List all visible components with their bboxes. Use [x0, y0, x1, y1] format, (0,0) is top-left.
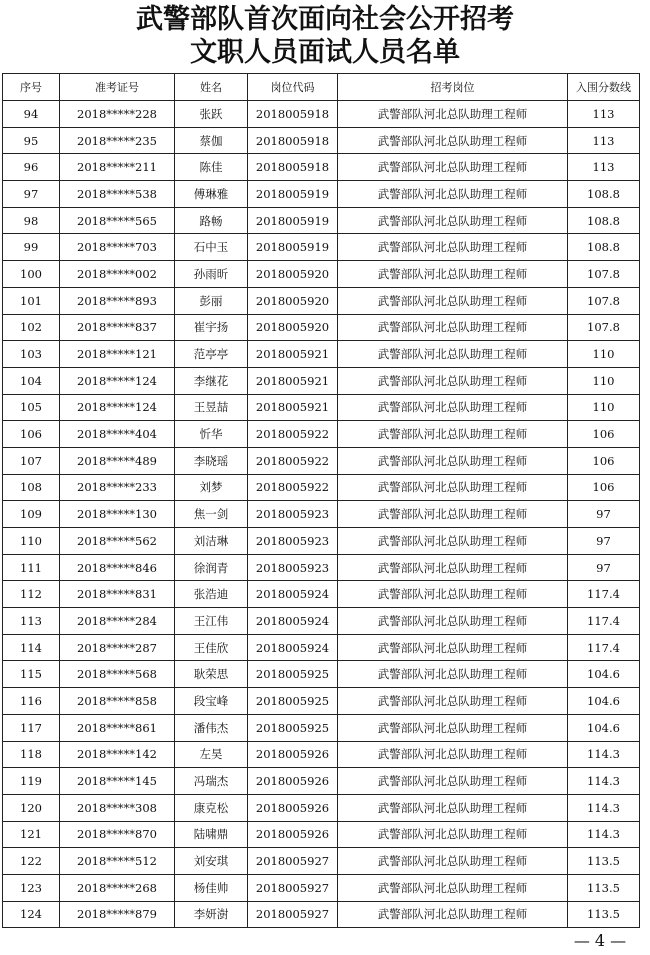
cell-exam-id: 2018*****130: [60, 501, 175, 528]
cell-seq: 95: [3, 127, 60, 154]
cell-seq: 113: [3, 608, 60, 635]
cell-name: 傅琳雅: [175, 181, 248, 208]
cell-seq: 103: [3, 341, 60, 368]
cell-cutoff: 113: [568, 101, 640, 128]
cell-post-code: 2018005923: [248, 554, 338, 581]
cell-post: 武警部队河北总队助理工程师: [338, 608, 568, 635]
cell-exam-id: 2018*****404: [60, 421, 175, 448]
cell-post-code: 2018005926: [248, 768, 338, 795]
cell-seq: 104: [3, 367, 60, 394]
cell-cutoff: 106: [568, 447, 640, 474]
cell-name: 刘梦: [175, 474, 248, 501]
cell-name: 李继花: [175, 367, 248, 394]
cell-post: 武警部队河北总队助理工程师: [338, 848, 568, 875]
cell-seq: 97: [3, 181, 60, 208]
cell-name: 李晓瑶: [175, 447, 248, 474]
cell-post-code: 2018005920: [248, 261, 338, 288]
cell-cutoff: 97: [568, 554, 640, 581]
cell-post: 武警部队河北总队助理工程师: [338, 528, 568, 555]
cell-cutoff: 117.4: [568, 581, 640, 608]
cell-name: 忻华: [175, 421, 248, 448]
cell-post-code: 2018005927: [248, 901, 338, 928]
cell-post: 武警部队河北总队助理工程师: [338, 314, 568, 341]
cell-post: 武警部队河北总队助理工程师: [338, 901, 568, 928]
cell-post: 武警部队河北总队助理工程师: [338, 714, 568, 741]
cell-post: 武警部队河北总队助理工程师: [338, 101, 568, 128]
cell-name: 冯瑞杰: [175, 768, 248, 795]
cell-seq: 120: [3, 794, 60, 821]
cell-seq: 101: [3, 287, 60, 314]
cell-cutoff: 106: [568, 474, 640, 501]
cell-name: 陈佳: [175, 154, 248, 181]
cell-post-code: 2018005926: [248, 741, 338, 768]
cell-post-code: 2018005927: [248, 874, 338, 901]
cell-seq: 117: [3, 714, 60, 741]
cell-exam-id: 2018*****861: [60, 714, 175, 741]
table-row: [3, 848, 640, 875]
cell-seq: 114: [3, 634, 60, 661]
table-row: [3, 901, 640, 928]
cell-cutoff: 117.4: [568, 634, 640, 661]
table-row: [3, 501, 640, 528]
cell-name: 焦一剑: [175, 501, 248, 528]
cell-name: 范亭亭: [175, 341, 248, 368]
cell-name: 张跃: [175, 101, 248, 128]
table-row: [3, 554, 640, 581]
table-row: [3, 688, 640, 715]
table-row: [3, 661, 640, 688]
cell-name: 左昊: [175, 741, 248, 768]
cell-exam-id: 2018*****268: [60, 874, 175, 901]
cell-seq: 107: [3, 447, 60, 474]
cell-seq: 105: [3, 394, 60, 421]
table-row: [3, 261, 640, 288]
cell-exam-id: 2018*****893: [60, 287, 175, 314]
cell-post: 武警部队河北总队助理工程师: [338, 421, 568, 448]
table-row: [3, 714, 640, 741]
cell-name: 耿荣思: [175, 661, 248, 688]
cell-exam-id: 2018*****870: [60, 821, 175, 848]
title-line-1: 武警部队首次面向社会公开招考: [136, 4, 514, 35]
table-row: [3, 768, 640, 795]
cell-cutoff: 113.5: [568, 874, 640, 901]
cell-cutoff: 107.8: [568, 314, 640, 341]
header-name: 姓名: [175, 74, 248, 101]
cell-post-code: 2018005921: [248, 367, 338, 394]
cell-exam-id: 2018*****002: [60, 261, 175, 288]
cell-post-code: 2018005926: [248, 794, 338, 821]
cell-seq: 100: [3, 261, 60, 288]
header-seq: 序号: [3, 74, 60, 101]
table-row: [3, 127, 640, 154]
cell-seq: 115: [3, 661, 60, 688]
cell-name: 张浩迪: [175, 581, 248, 608]
cell-cutoff: 97: [568, 528, 640, 555]
cell-exam-id: 2018*****228: [60, 101, 175, 128]
cell-post: 武警部队河北总队助理工程师: [338, 367, 568, 394]
cell-post: 武警部队河北总队助理工程师: [338, 581, 568, 608]
cell-post-code: 2018005925: [248, 714, 338, 741]
table-row: [3, 207, 640, 234]
cell-post: 武警部队河北总队助理工程师: [338, 688, 568, 715]
cell-cutoff: 97: [568, 501, 640, 528]
cell-post-code: 2018005927: [248, 848, 338, 875]
cell-post: 武警部队河北总队助理工程师: [338, 661, 568, 688]
cell-post: 武警部队河北总队助理工程师: [338, 234, 568, 261]
cell-post-code: 2018005918: [248, 127, 338, 154]
cell-post-code: 2018005918: [248, 154, 338, 181]
cell-cutoff: 114.3: [568, 821, 640, 848]
cell-seq: 119: [3, 768, 60, 795]
cell-exam-id: 2018*****121: [60, 341, 175, 368]
cell-seq: 118: [3, 741, 60, 768]
table-row: [3, 341, 640, 368]
cell-post-code: 2018005922: [248, 421, 338, 448]
table-row: [3, 581, 640, 608]
cell-name: 崔宇扬: [175, 314, 248, 341]
table-row: [3, 634, 640, 661]
cell-exam-id: 2018*****565: [60, 207, 175, 234]
table-row: [3, 608, 640, 635]
cell-name: 陆啸鼎: [175, 821, 248, 848]
cell-post: 武警部队河北总队助理工程师: [338, 287, 568, 314]
cell-post: 武警部队河北总队助理工程师: [338, 874, 568, 901]
table-row: [3, 821, 640, 848]
cell-seq: 98: [3, 207, 60, 234]
cell-exam-id: 2018*****703: [60, 234, 175, 261]
table-body: [3, 101, 640, 928]
cell-post: 武警部队河北总队助理工程师: [338, 474, 568, 501]
cell-post-code: 2018005923: [248, 528, 338, 555]
cell-exam-id: 2018*****831: [60, 581, 175, 608]
cell-post-code: 2018005925: [248, 661, 338, 688]
cell-cutoff: 104.6: [568, 661, 640, 688]
cell-post-code: 2018005923: [248, 501, 338, 528]
cell-name: 路畅: [175, 207, 248, 234]
cell-seq: 108: [3, 474, 60, 501]
cell-post: 武警部队河北总队助理工程师: [338, 181, 568, 208]
cell-exam-id: 2018*****837: [60, 314, 175, 341]
cell-post: 武警部队河北总队助理工程师: [338, 741, 568, 768]
header-post: 招考岗位: [338, 74, 568, 101]
cell-exam-id: 2018*****145: [60, 768, 175, 795]
cell-exam-id: 2018*****233: [60, 474, 175, 501]
cell-seq: 102: [3, 314, 60, 341]
table-row: [3, 154, 640, 181]
cell-seq: 116: [3, 688, 60, 715]
table-row: [3, 367, 640, 394]
cell-cutoff: 113: [568, 127, 640, 154]
table-row: [3, 794, 640, 821]
cell-seq: 109: [3, 501, 60, 528]
cell-seq: 112: [3, 581, 60, 608]
cell-post: 武警部队河北总队助理工程师: [338, 794, 568, 821]
cell-exam-id: 2018*****235: [60, 127, 175, 154]
cell-post: 武警部队河北总队助理工程师: [338, 501, 568, 528]
cell-post: 武警部队河北总队助理工程师: [338, 821, 568, 848]
cell-exam-id: 2018*****846: [60, 554, 175, 581]
cell-seq: 96: [3, 154, 60, 181]
cell-post-code: 2018005924: [248, 581, 338, 608]
cell-seq: 110: [3, 528, 60, 555]
cell-post: 武警部队河北总队助理工程师: [338, 261, 568, 288]
cell-exam-id: 2018*****568: [60, 661, 175, 688]
cell-cutoff: 114.3: [568, 794, 640, 821]
cell-name: 王昱喆: [175, 394, 248, 421]
cell-exam-id: 2018*****287: [60, 634, 175, 661]
cell-post-code: 2018005919: [248, 207, 338, 234]
cell-cutoff: 104.6: [568, 688, 640, 715]
cell-post-code: 2018005920: [248, 314, 338, 341]
cell-exam-id: 2018*****489: [60, 447, 175, 474]
cell-cutoff: 113.5: [568, 848, 640, 875]
cell-exam-id: 2018*****512: [60, 848, 175, 875]
cell-exam-id: 2018*****562: [60, 528, 175, 555]
cell-post-code: 2018005921: [248, 341, 338, 368]
cell-exam-id: 2018*****538: [60, 181, 175, 208]
cell-cutoff: 107.8: [568, 261, 640, 288]
cell-seq: 111: [3, 554, 60, 581]
table-row: [3, 181, 640, 208]
cell-post-code: 2018005921: [248, 394, 338, 421]
cell-seq: 94: [3, 101, 60, 128]
cell-seq: 122: [3, 848, 60, 875]
cell-cutoff: 108.8: [568, 181, 640, 208]
cell-post: 武警部队河北总队助理工程师: [338, 447, 568, 474]
cell-seq: 99: [3, 234, 60, 261]
cell-post-code: 2018005926: [248, 821, 338, 848]
cell-name: 刘洁琳: [175, 528, 248, 555]
cell-seq: 123: [3, 874, 60, 901]
header-exam-id: 准考证号: [60, 74, 175, 101]
cell-post-code: 2018005924: [248, 608, 338, 635]
cell-post-code: 2018005924: [248, 634, 338, 661]
cell-cutoff: 117.4: [568, 608, 640, 635]
table-row: [3, 421, 640, 448]
table-row: [3, 314, 640, 341]
cell-cutoff: 114.3: [568, 768, 640, 795]
cell-post: 武警部队河北总队助理工程师: [338, 394, 568, 421]
table-header-row: [3, 74, 640, 101]
cell-name: 徐润青: [175, 554, 248, 581]
cell-post-code: 2018005919: [248, 181, 338, 208]
cell-seq: 121: [3, 821, 60, 848]
cell-post: 武警部队河北总队助理工程师: [338, 127, 568, 154]
page-number: — 4 —: [573, 931, 627, 950]
table-row: [3, 874, 640, 901]
title-line-2: 文职人员面试人员名单: [190, 37, 460, 68]
cell-cutoff: 110: [568, 367, 640, 394]
cell-post: 武警部队河北总队助理工程师: [338, 634, 568, 661]
cell-exam-id: 2018*****124: [60, 394, 175, 421]
cell-post: 武警部队河北总队助理工程师: [338, 154, 568, 181]
cell-post-code: 2018005925: [248, 688, 338, 715]
header-cutoff: 入围分数线: [568, 74, 640, 101]
cell-name: 彭丽: [175, 287, 248, 314]
table-row: [3, 287, 640, 314]
cell-name: 潘伟杰: [175, 714, 248, 741]
cell-cutoff: 107.8: [568, 287, 640, 314]
cell-cutoff: 110: [568, 341, 640, 368]
cell-name: 石中玉: [175, 234, 248, 261]
cell-exam-id: 2018*****858: [60, 688, 175, 715]
table-row: [3, 741, 640, 768]
cell-post-code: 2018005920: [248, 287, 338, 314]
cell-name: 王江伟: [175, 608, 248, 635]
table-row: [3, 447, 640, 474]
cell-post: 武警部队河北总队助理工程师: [338, 341, 568, 368]
cell-seq: 124: [3, 901, 60, 928]
cell-post-code: 2018005919: [248, 234, 338, 261]
cell-name: 段宝峰: [175, 688, 248, 715]
cell-name: 刘安琪: [175, 848, 248, 875]
cell-cutoff: 113.5: [568, 901, 640, 928]
cell-cutoff: 114.3: [568, 741, 640, 768]
cell-cutoff: 113: [568, 154, 640, 181]
table-row: [3, 101, 640, 128]
cell-post: 武警部队河北总队助理工程师: [338, 768, 568, 795]
header-post-code: 岗位代码: [248, 74, 338, 101]
cell-cutoff: 108.8: [568, 234, 640, 261]
table-row: [3, 528, 640, 555]
cell-name: 康克松: [175, 794, 248, 821]
cell-seq: 106: [3, 421, 60, 448]
cell-post: 武警部队河北总队助理工程师: [338, 554, 568, 581]
cell-exam-id: 2018*****284: [60, 608, 175, 635]
cell-cutoff: 108.8: [568, 207, 640, 234]
cell-post-code: 2018005922: [248, 447, 338, 474]
cell-exam-id: 2018*****124: [60, 367, 175, 394]
cell-exam-id: 2018*****308: [60, 794, 175, 821]
cell-name: 杨佳帅: [175, 874, 248, 901]
cell-cutoff: 104.6: [568, 714, 640, 741]
cell-cutoff: 110: [568, 394, 640, 421]
cell-exam-id: 2018*****879: [60, 901, 175, 928]
cell-exam-id: 2018*****142: [60, 741, 175, 768]
document-title: [0, 0, 650, 69]
cell-exam-id: 2018*****211: [60, 154, 175, 181]
cell-name: 李妍澍: [175, 901, 248, 928]
cell-post: 武警部队河北总队助理工程师: [338, 207, 568, 234]
table-row: [3, 474, 640, 501]
cell-post-code: 2018005922: [248, 474, 338, 501]
interview-roster-table: [2, 73, 640, 928]
cell-post-code: 2018005918: [248, 101, 338, 128]
table-row: [3, 234, 640, 261]
cell-name: 孙雨昕: [175, 261, 248, 288]
cell-cutoff: 106: [568, 421, 640, 448]
cell-name: 王佳欣: [175, 634, 248, 661]
table-row: [3, 394, 640, 421]
cell-name: 蔡伽: [175, 127, 248, 154]
